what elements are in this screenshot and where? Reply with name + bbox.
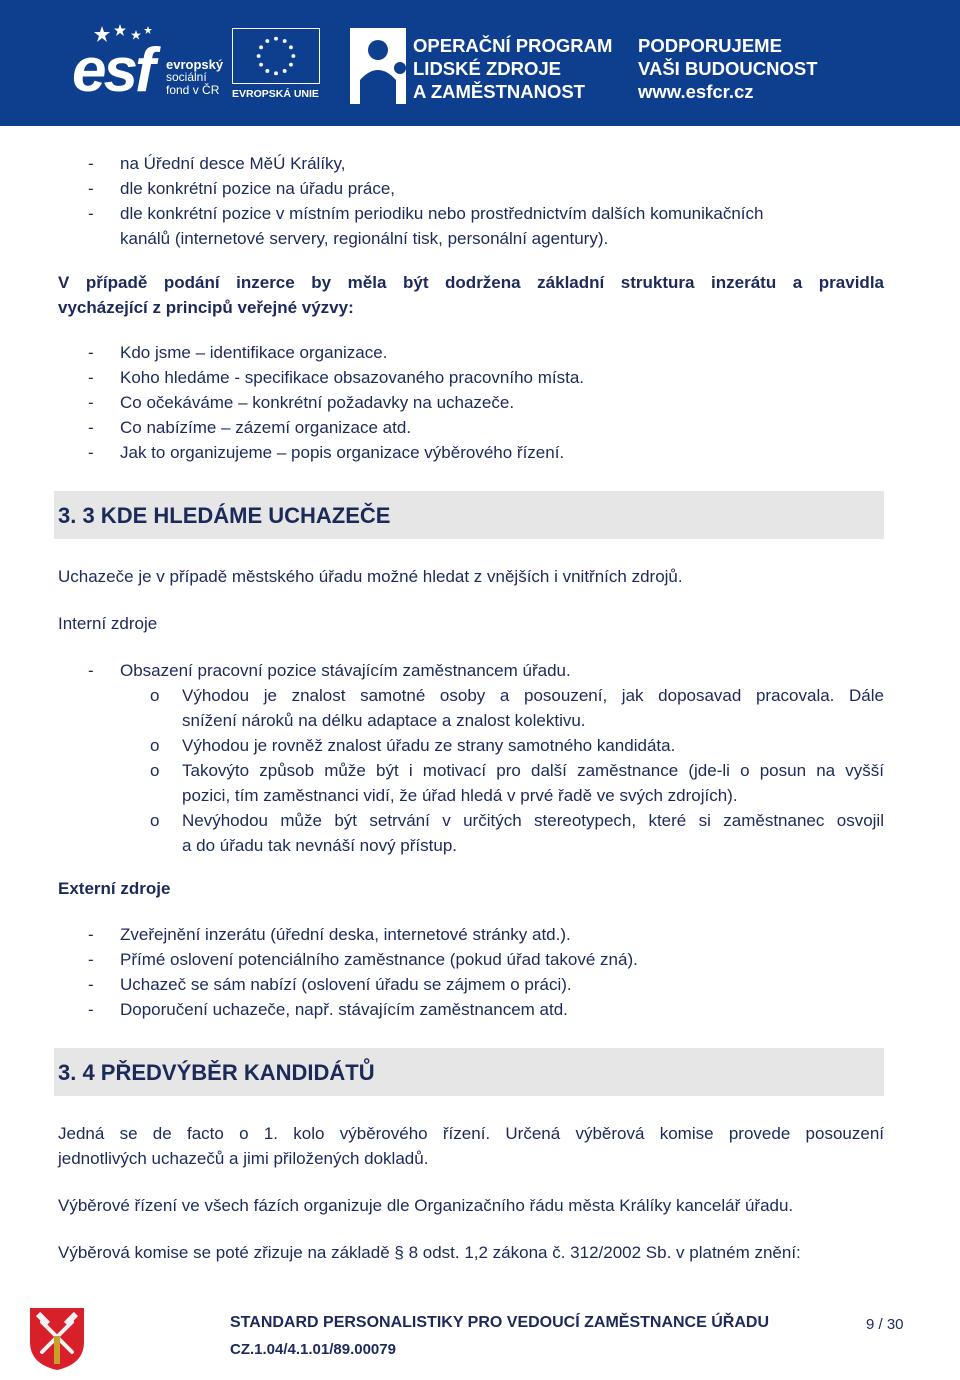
slogan	[638, 34, 818, 103]
op-line3: A ZAMĚSTNANOST	[413, 81, 585, 102]
list-dash: -	[88, 418, 94, 437]
paragraph-preselection-line1: Jedná se de facto o 1. kolo výběrového řízení. Určená výběrová komise provede posouzení	[58, 1124, 884, 1143]
esf-logo	[72, 24, 224, 104]
paragraph-organization: Výběrové řízení ve všech fázích organizuje dle Organizačního řádu města Králíky kancelář úřadu.	[58, 1196, 794, 1215]
list-text: Přímé oslovení potenciálního zaměstnance (pokud úřad takové zná).	[120, 950, 638, 969]
list-text: Doporučení uchazeče, např. stávajícím zaměstnancem atd.	[120, 1000, 568, 1019]
slogan-url[interactable]: www.esfcr.cz	[638, 81, 754, 102]
list-dash: -	[88, 443, 94, 462]
esf-line2: sociální	[166, 70, 207, 84]
list-text: na Úřední desce MěÚ Králíky,	[120, 154, 346, 173]
list-text: Kdo jsme – identifikace organizace.	[120, 343, 388, 362]
sublist-text: Nevýhodou může být setrvání v určitých stereotypech, které si zaměstnanec osvojil	[182, 811, 884, 830]
list-text: Uchazeč se sám nabízí (oslovení úřadu se zájmem o práci).	[120, 975, 572, 994]
op-line2: LIDSKÉ ZDROJE	[413, 58, 562, 79]
eu-flag-icon	[232, 28, 320, 84]
paragraph-committee: Výběrová komise se poté zřizuje na základě § 8 odst. 1,2 zákona č. 312/2002 Sb. v platném znění:	[58, 1243, 801, 1262]
sublist-text: Výhodou je rovněž znalost úřadu ze strany samotného kandidáta.	[182, 736, 676, 755]
structure-paragraph-line2: vycházející z principů veřejné výzvy:	[58, 298, 354, 317]
list-text: Co nabízíme – zázemí organizace atd.	[120, 418, 412, 437]
list-text: Obsazení pracovní pozice stávajícím zaměstnancem úřadu.	[120, 661, 571, 680]
eu-logo	[232, 28, 322, 102]
list-dash: -	[88, 925, 94, 944]
list-text: dle konkrétní pozice na úřadu práce,	[120, 179, 396, 198]
list-text: Zveřejnění inzerátu (úřední deska, internetové stránky atd.).	[120, 925, 571, 944]
list-dash: -	[88, 343, 94, 362]
sublist-bullet: o	[150, 736, 160, 755]
page-number: 9 / 30	[866, 1316, 904, 1333]
esf-subtitle	[166, 58, 223, 97]
paragraph-preselection-line2: jednotlivých uchazečů a jimi přiložených dokladů.	[58, 1149, 429, 1168]
sublist-text: Výhodou je znalost samotné osoby a posouzení, jak doposavad pracovala. Dále	[182, 686, 884, 705]
list-dash: -	[88, 1000, 94, 1019]
structure-paragraph-line1: V případě podání inzerce by měla být dodržena základní struktura inzerátu a pravidla	[58, 273, 884, 292]
list-dash: -	[88, 393, 94, 412]
footer-title: STANDARD PERSONALISTIKY PRO VEDOUCÍ ZAMĚSTNANCE ÚŘADU	[230, 1314, 769, 1331]
list-text: kanálů (internetové servery, regionální tisk, personální agentury).	[120, 229, 609, 248]
footer-project-code: CZ.1.04/4.1.01/89.00079	[230, 1341, 396, 1358]
sublist-bullet: o	[150, 761, 160, 780]
list-text: dle konkrétní pozice v místním periodiku nebo prostřednictvím dalších komunikačních	[120, 204, 764, 223]
section-heading-text: 3. 3 KDE HLEDÁME UCHAZEČE	[58, 503, 391, 528]
list-text: Co očekáváme – konkrétní požadavky na uchazeče.	[120, 393, 515, 412]
op-puzzle-logo-icon	[350, 28, 406, 104]
list-dash: -	[88, 950, 94, 969]
list-dash: -	[88, 204, 94, 223]
external-sources-title: Externí zdroje	[58, 879, 171, 898]
slogan-line1: PODPORUJEME	[638, 35, 782, 56]
eu-label: EVROPSKÁ UNIE	[232, 88, 319, 100]
esf-line1: evropský	[166, 57, 224, 72]
sublist-text: a do úřadu tak nevnáší nový přístup.	[182, 836, 458, 855]
internal-sources-title: Interní zdroje	[58, 614, 158, 633]
list-text: Koho hledáme - specifikace obsazovaného pracovního místa.	[120, 368, 584, 387]
list-dash: -	[88, 368, 94, 387]
list-dash: -	[88, 975, 94, 994]
sublist-bullet: o	[150, 811, 160, 830]
esf-line3: fond v ČR	[166, 83, 220, 97]
section-heading-text: 3. 4 PŘEDVÝBĚR KANDIDÁTŮ	[58, 1060, 375, 1085]
sublist-text: pozici, tím zaměstnanci vidí, že úřad hledá v prvé řadě ve svých zdrojích).	[182, 786, 738, 805]
list-dash: -	[88, 661, 94, 680]
list-dash: -	[88, 179, 94, 198]
sublist-text: Takovýto způsob může být i motivací pro další zaměstnance (jde-li o posun na vyšší	[182, 761, 884, 780]
op-line1: OPERAČNÍ PROGRAM	[413, 35, 613, 56]
kraliky-coat-of-arms-icon	[28, 1306, 86, 1372]
section-heading-3-4	[54, 1048, 884, 1096]
header-banner	[0, 0, 960, 126]
sublist-text: snížení nároků na délku adaptace a znalost kolektivu.	[182, 711, 586, 730]
op-title	[413, 34, 612, 103]
sublist-bullet: o	[150, 686, 160, 705]
section-heading-3-3	[54, 491, 884, 539]
section-intro: Uchazeče je v případě městského úřadu možné hledat z vnějších i vnitřních zdrojů.	[58, 567, 683, 586]
slogan-line2: VAŠI BUDOUCNOST	[638, 58, 818, 79]
list-dash: -	[88, 154, 94, 173]
esf-letters: esf	[72, 36, 153, 105]
list-text: Jak to organizujeme – popis organizace výběrového řízení.	[120, 443, 565, 462]
